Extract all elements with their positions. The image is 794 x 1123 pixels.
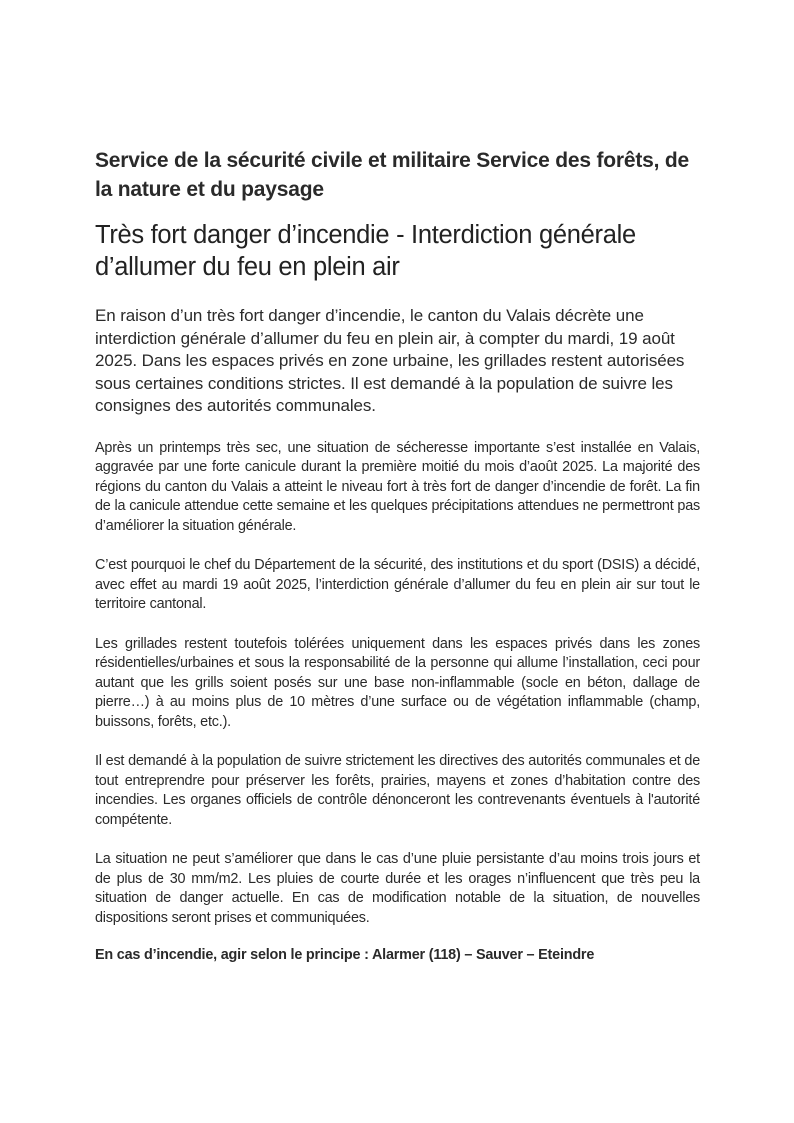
service-heading: Service de la sécurité civile et militaire Service des forêts, de la nature et du paysage xyxy=(95,149,689,201)
document-page xyxy=(95,146,700,966)
body-paragraph-4: Il est demandé à la population de suivre strictement les directives des autorités communales et de tout entreprendre pour préserver les forêts, prairies, mayens et zones d’habitation contre des incendies. Les organes officiels de contrôle dénonceront les contrevenants éventuels à l'autorité compétente. xyxy=(95,753,700,828)
body-paragraph-1: Après un printemps très sec, une situation de sécheresse importante s’est installée en Valais, aggravée par une forte canicule durant la première moitié du mois d’août 2025. La majorité des régions du canton du Valais a atteint le niveau fort à très fort de danger d’incendie de forêt. La fin de la canicule attendue cette semaine et les quelques précipitations attendues ne permettront pas d’améliorer la situation générale. xyxy=(95,439,700,534)
lead-paragraph: En raison d’un très fort danger d’incendie, le canton du Valais décrète une interdiction générale d’allumer du feu en plein air, à compter du mardi, 19 août 2025. Dans les espaces privés en zone urbaine, les grillades restent autorisées sous certaines conditions strictes. Il est demandé à la population de suivre les consignes des autorités communales. xyxy=(95,306,685,415)
body-paragraph-2: C’est pourquoi le chef du Département de la sécurité, des institutions et du sport (DSIS) a décidé, avec effet au mardi 19 août 2025, l’interdiction générale d’allumer du feu en plein air sur tout le territoire cantonal. xyxy=(95,557,700,612)
page-title: Très fort danger d’incendie - Interdiction générale d’allumer du feu en plein air xyxy=(95,221,636,281)
closing-instruction: En cas d’incendie, agir selon le principe : Alarmer (118) – Sauver – Eteindre xyxy=(95,947,595,963)
body-paragraph-3: Les grillades restent toutefois tolérées uniquement dans les espaces privés dans les zones résidentielles/urbaines et sous la responsabilité de la personne qui allume l’installation, ceci pour autant que les grills soient posés sur une base non-inflammable (socle en béton, dallage de pierre…) à au moins plus de 10 mètres d’une surface ou de végétation inflammable (champ, buissons, forêts, etc.). xyxy=(95,635,700,730)
body-paragraph-5: La situation ne peut s’améliorer que dans le cas d’une pluie persistante d’au moins trois jours et de plus de 30 mm/m2. Les pluies de courte durée et les orages n’influencent que très peu la situation de danger actuelle. En cas de modification notable de la situation, de nouvelles dispositions seront prises et communiquées. xyxy=(95,851,700,926)
